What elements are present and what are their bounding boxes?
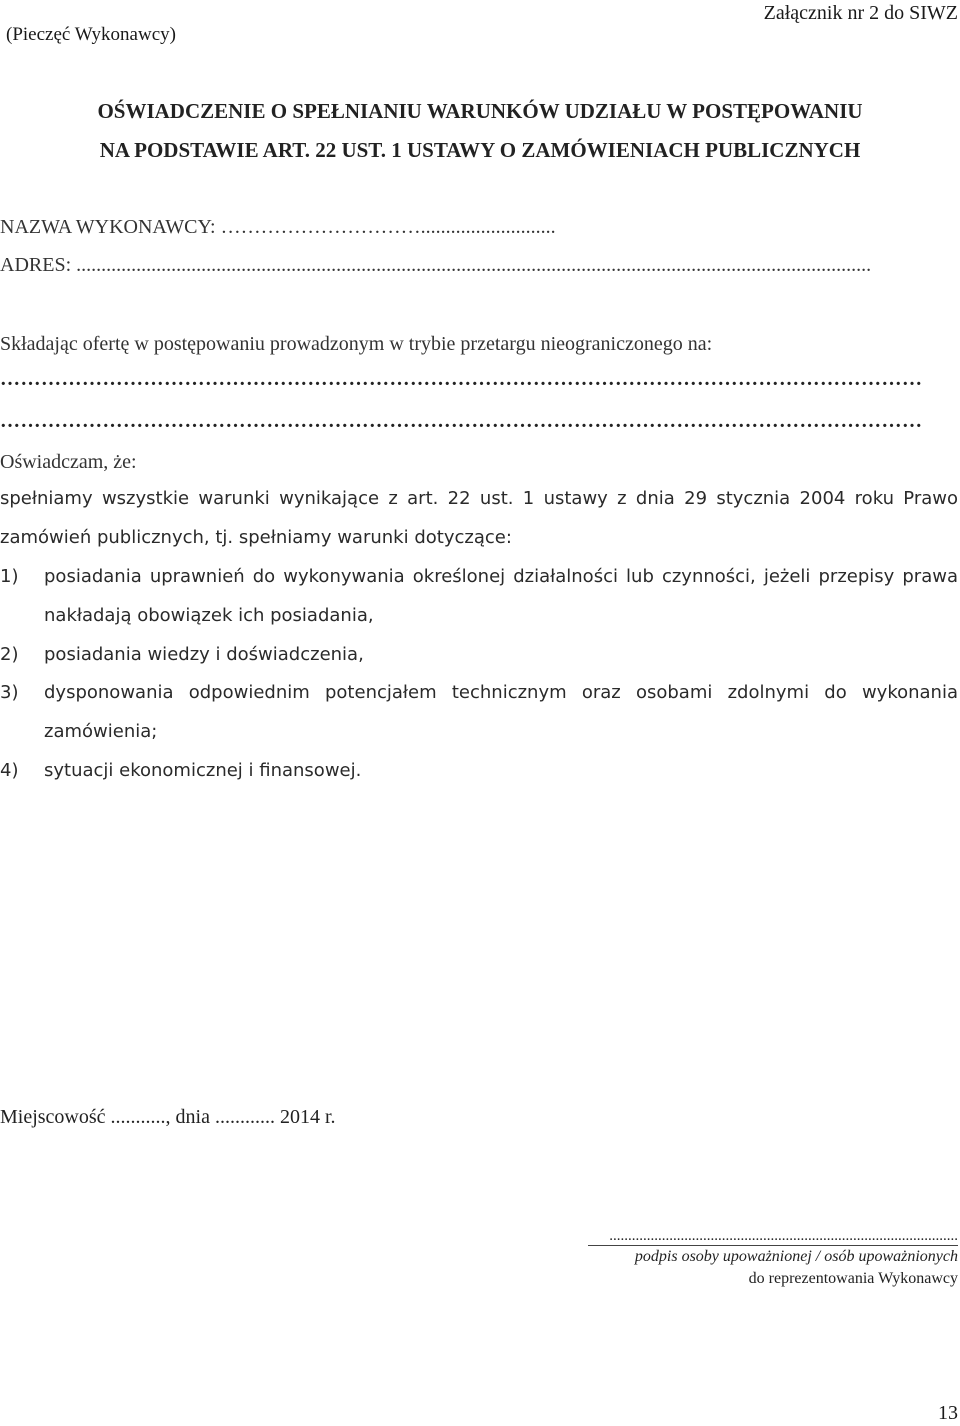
condition-number: 1) bbox=[0, 566, 19, 587]
condition-text: sytuacji ekonomicznej i finansowej. bbox=[44, 760, 362, 781]
condition-text-continued: nakładają obowiązek ich posiadania, bbox=[44, 605, 374, 626]
contractor-name-field: NAZWA WYKONAWCY: …………………………........................... bbox=[0, 216, 556, 238]
place-and-date-line: Miejscowość ..........., dnia ............ 2014 r. bbox=[0, 1106, 336, 1128]
tender-name-dots-line-1: ……………………………………………………………………………………………………………………… bbox=[0, 368, 923, 390]
condition-number: 4) bbox=[0, 760, 19, 781]
declaration-body-line-1: spełniamy wszystkie warunki wynikające z art. 22 ust. 1 ustawy z dnia 29 stycznia 2004 roku Prawo bbox=[0, 488, 958, 509]
intro-text: Składając ofertę w postępowaniu prowadzonym w trybie przetargu nieograniczonego na: bbox=[0, 333, 713, 355]
signature-caption-line-2: do reprezentowania Wykonawcy bbox=[748, 1270, 958, 1287]
signature-dots: ............................................................................................. bbox=[609, 1228, 958, 1244]
condition-number: 2) bbox=[0, 644, 19, 665]
condition-text-continued: zamówienia; bbox=[44, 721, 158, 742]
condition-text: posiadania wiedzy i doświadczenia, bbox=[44, 644, 364, 665]
condition-text: dysponowania odpowiednim potencjałem technicznym oraz osobami zdolnymi do wykonania bbox=[44, 682, 958, 703]
declaration-heading: Oświadczam, że: bbox=[0, 451, 137, 473]
declaration-body-line-2: zamówień publicznych, tj. spełniamy warunki dotyczące: bbox=[0, 527, 512, 548]
contractor-stamp-label: (Pieczęć Wykonawcy) bbox=[6, 24, 176, 45]
contractor-address-field: ADRES: ............................................................................................................................................................... bbox=[0, 254, 872, 276]
condition-number: 3) bbox=[0, 682, 19, 703]
tender-name-dots-line-2: ……………………………………………………………………………………………………………………… bbox=[0, 410, 923, 432]
annex-label: Załącznik nr 2 do SIWZ bbox=[763, 2, 958, 24]
condition-text: posiadania uprawnień do wykonywania określonej działalności lub czynności, jeżeli przepisy prawa bbox=[44, 566, 958, 587]
signature-caption-line-1: podpis osoby upoważnionej / osób upoważnionych bbox=[634, 1248, 958, 1265]
page-number: 13 bbox=[938, 1402, 958, 1424]
document-title-line-2: NA PODSTAWIE ART. 22 UST. 1 USTAWY O ZAMÓWIENIACH PUBLICZNYCH bbox=[99, 138, 861, 162]
signature-underline bbox=[588, 1245, 958, 1246]
document-title-line-1: OŚWIADCZENIE O SPEŁNIANIU WARUNKÓW UDZIAŁU W POSTĘPOWANIU bbox=[97, 99, 863, 123]
